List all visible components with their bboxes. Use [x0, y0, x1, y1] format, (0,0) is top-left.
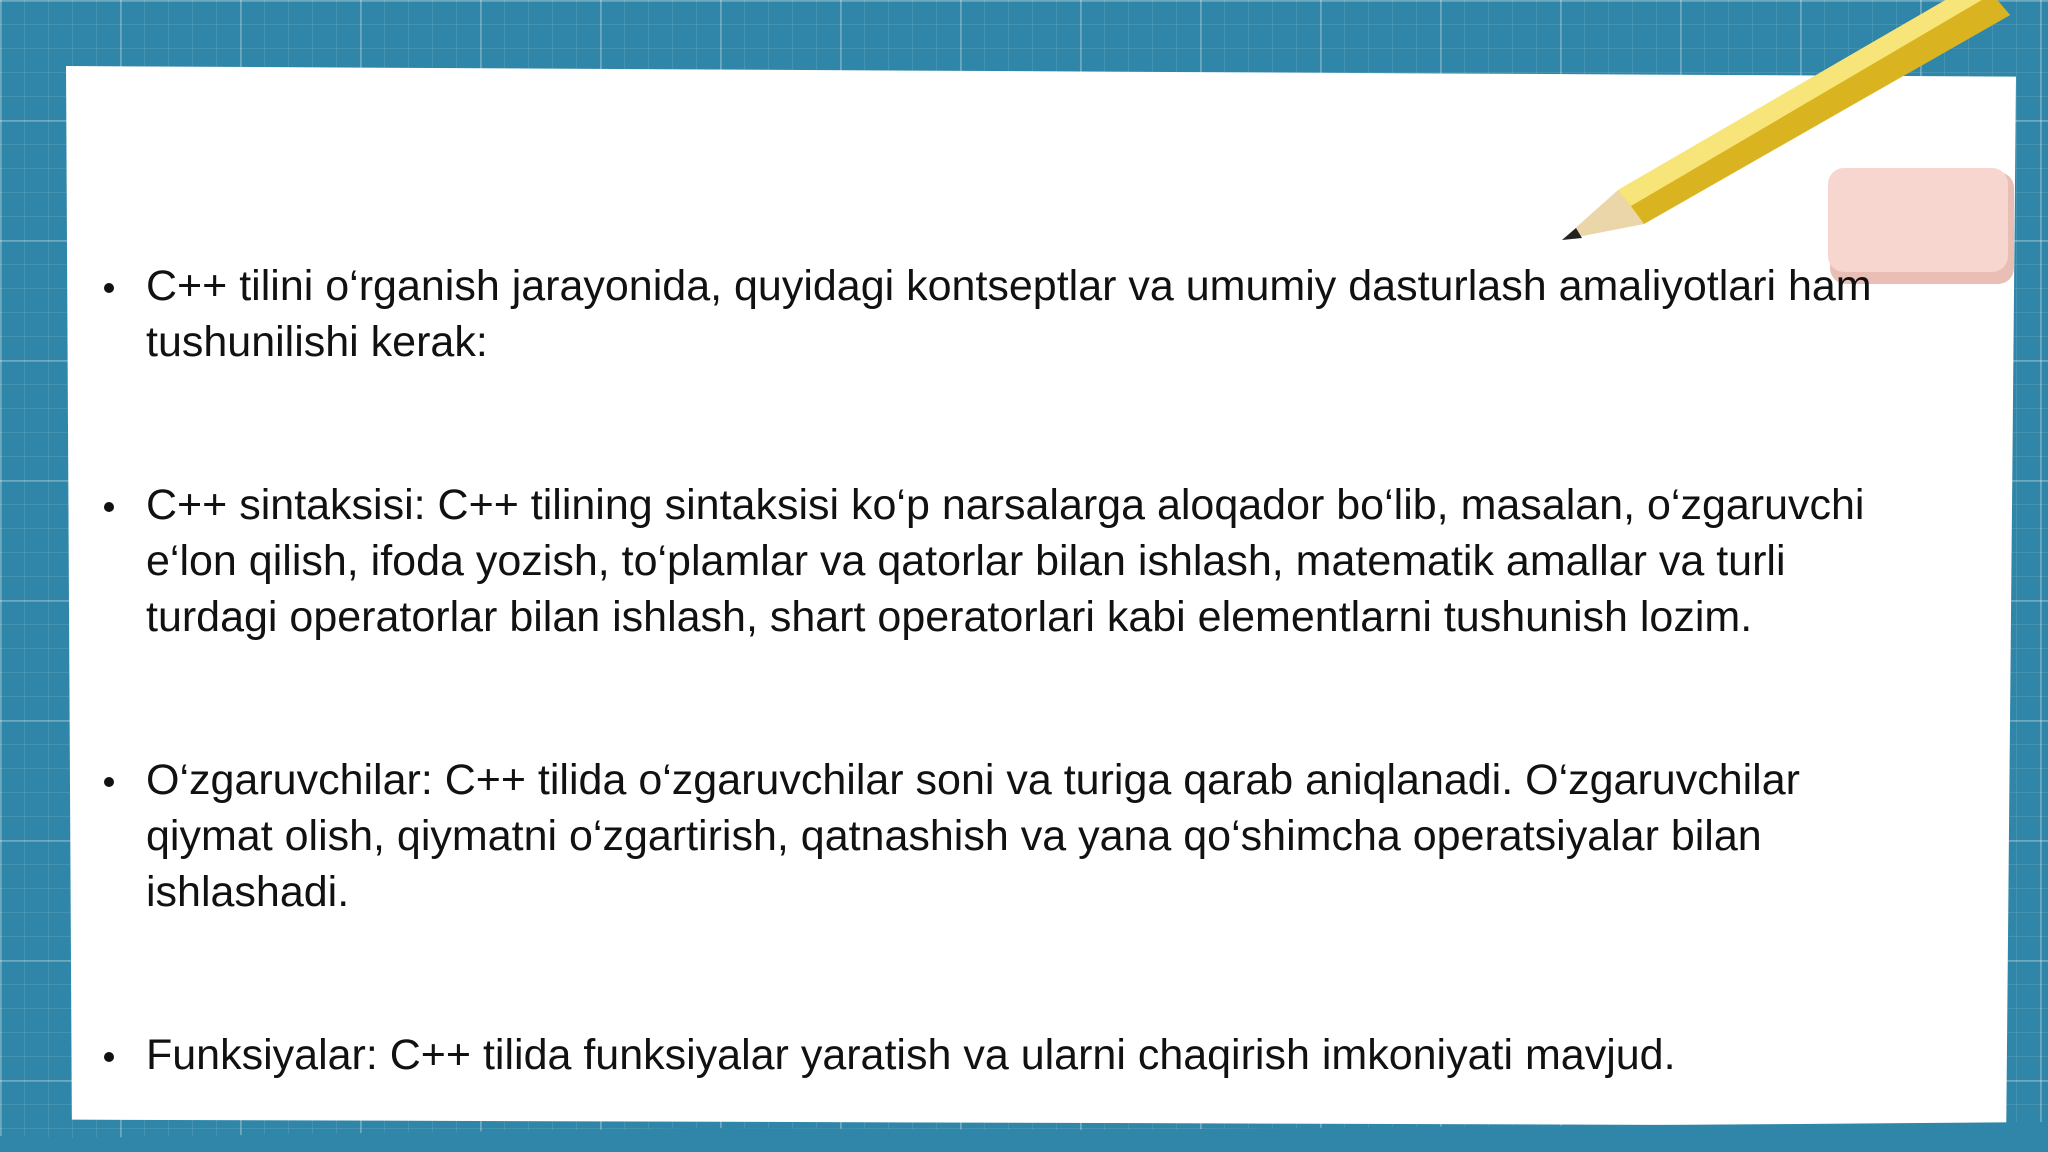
bullet-dot-icon	[104, 777, 114, 787]
bullet-dot-icon	[104, 283, 114, 293]
bullet-text: Funksiyalar: C++ tilida funksiyalar yaratish va ularni chaqirish imkoniyati mavjud.	[146, 1031, 1676, 1079]
bullet-text: C++ sintaksisi: C++ tilining sintaksisi ko‘p narsalarga aloqador bo‘lib, masalan, o‘zgaruvchi e‘lon qilish, ifoda yozish, to‘plamlar va qatorlar bilan ishlash, matematik amallar va turli turdagi operatorlar bilan ishlash, shart operatorlari kabi elementlarni tushunish lozim.	[146, 481, 1865, 641]
bullet-item	[98, 752, 1878, 920]
bullet-item	[98, 1027, 1878, 1083]
bullet-dot-icon	[104, 502, 114, 512]
bullet-item	[98, 477, 1878, 645]
bullet-text: O‘zgaruvchilar: C++ tilida o‘zgaruvchilar soni va turiga qarab aniqlanadi. O‘zgaruvchilar qiymat olish, qiymatni o‘zgartirish, qatnashish va yana qo‘shimcha operatsiyalar bilan ishlashadi.	[146, 756, 1800, 916]
slide-content	[98, 258, 1878, 1152]
bullet-text: C++ tilini o‘rganish jarayonida, quyidagi kontseptlar va umumiy dasturlash amaliyotlari ham tushunilishi kerak:	[146, 262, 1872, 366]
bullet-dot-icon	[104, 1052, 114, 1062]
bullet-item	[98, 258, 1878, 370]
bullet-list	[98, 258, 1878, 1083]
